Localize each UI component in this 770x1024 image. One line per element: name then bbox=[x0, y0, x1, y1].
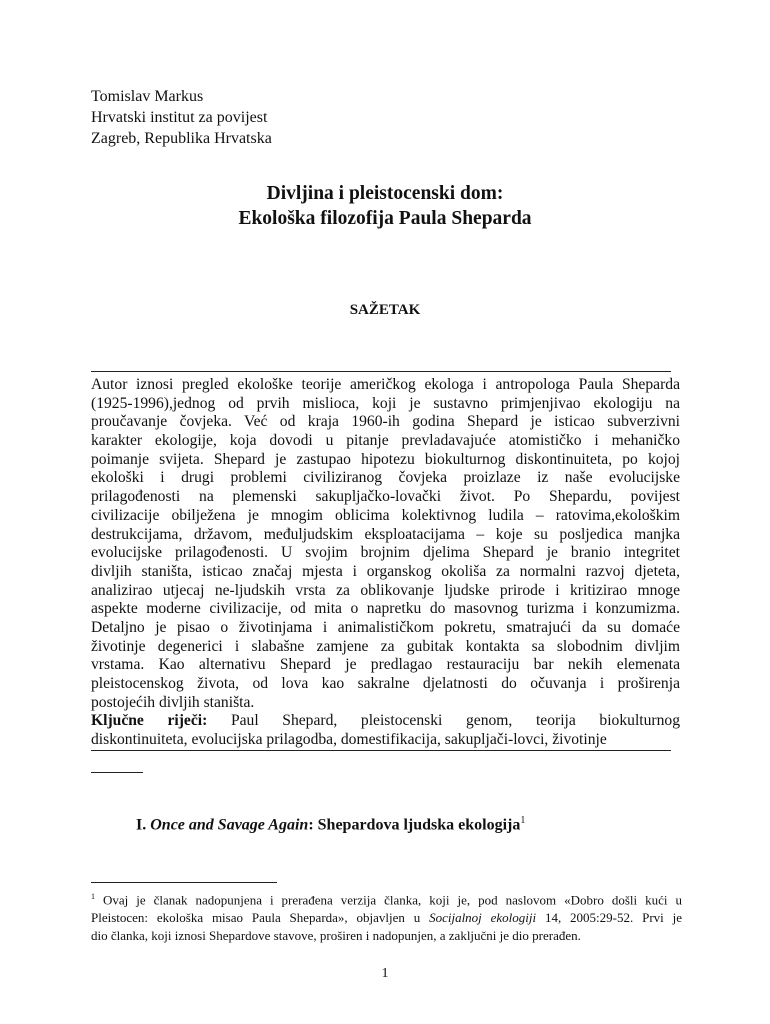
abstract-line: (1925-1996),jednog od prvih mislioca, koji je sustavno primjenjivao ekologiju na bbox=[91, 394, 680, 412]
abstract-top-rule bbox=[91, 371, 671, 372]
abstract-line: Detaljno je pisao o životinjama i animalističkom pokretu, smatrajući da su domaće bbox=[91, 618, 680, 636]
section-title-italic: Once and Savage Again bbox=[150, 816, 309, 834]
footnote-text-1: Ovaj je članak nadopunjena i prerađena verzija članka, koji je, pod naslovom «Dobro došli kući u bbox=[103, 892, 683, 908]
abstract-line: aspekte moderne civilizacije, od mita o napretku do masovnog turizma i konzumizma. bbox=[91, 600, 680, 618]
footnote-text-2a: Pleistocen: ekološka misao Paula Sheparda», objavljen u bbox=[91, 909, 430, 925]
abstract-line: evolucijske prilagođenosti. U svojim brojnim djelima Shepard je branio integritet bbox=[91, 544, 680, 562]
footnote-mark: 1 bbox=[91, 892, 95, 901]
abstract-line: karakter ekologije, koja dovodi u pitanje prevladavajuće atomističko i mehaničko bbox=[91, 432, 680, 450]
abstract-bottom-rule-tail bbox=[91, 772, 143, 773]
abstract-line: životinje degenerici i slabašne zamjene za gubitak kontakta sa slobodnim divljim bbox=[91, 637, 680, 655]
abstract-bottom-rule bbox=[91, 750, 671, 751]
title-line-2: Ekološka filozofija Paula Sheparda bbox=[238, 208, 532, 229]
footnote-separator bbox=[91, 882, 277, 883]
keywords-line-1 bbox=[91, 712, 680, 731]
page-number: 1 bbox=[381, 966, 389, 981]
abstract-line: civilizacije obilježena je mnogim oblicima kolektivnog ludila – ratovima,ekološkim bbox=[91, 506, 680, 524]
abstract-line: proučavanje čovjeka. Već od kraja 1960-ih godina Shepard je isticao subverzivni bbox=[91, 413, 680, 431]
abstract-line: pleistocenskog života, od lova kao sakralne djelatnosti do očuvanja i proširenja bbox=[91, 675, 680, 692]
author-location: Zagreb, Republika Hrvatska bbox=[91, 130, 272, 147]
abstract-line: poimanje svijeta. Shepard je zastupao hipotezu biokulturnog diskontinuiteta, po kojoj bbox=[91, 450, 680, 468]
abstract-body bbox=[91, 376, 680, 750]
footnote-reference[interactable]: 1 bbox=[520, 815, 526, 826]
abstract-line: ekološki i drugi problemi civiliziranog čovjeka proizlaze iz naše evolucijske bbox=[91, 469, 680, 487]
abstract-line: Autor iznosi pregled ekološke teorije američkog ekologa i antropologa Paula Sheparda bbox=[91, 376, 680, 393]
footnote-journal: Socijalnoj ekologiji bbox=[429, 909, 537, 925]
author-block bbox=[91, 86, 272, 149]
abstract-heading: SAŽETAK bbox=[349, 302, 421, 318]
author-institution: Hrvatski institut za povijest bbox=[91, 109, 268, 126]
title-line-1: Divljina i pleistocenski dom: bbox=[266, 183, 504, 204]
abstract-line: postojećih divljih staništa. bbox=[91, 693, 255, 711]
section-title-rest: : Shepardova ljudska ekologija bbox=[308, 816, 521, 834]
footnote-line-1 bbox=[91, 888, 682, 909]
abstract-line: divljih staništa, isticao značaj mjesta i organskog okoliša za normalni razvoj djeteta, bbox=[91, 562, 680, 580]
keywords-label: Ključne riječi: bbox=[91, 712, 208, 730]
abstract-line: vrstama. Kao alternativu Shepard je predlagao restauraciju bar nekih elemenata bbox=[91, 656, 680, 674]
paper-title bbox=[0, 181, 770, 231]
section-number: I. bbox=[136, 816, 147, 834]
abstract-line: destrukcijama, državom, međuljudskim eksploatacijama – koje su posljedica manjka bbox=[91, 525, 680, 543]
footnote-text-2b: 14, 2005:29-52. Prvi je bbox=[536, 909, 682, 925]
abstract-line: analizirao utjecaj ne-ljudskih vrsta za oblikovanje ljudske prirode i kritizirao mnoge bbox=[91, 581, 680, 599]
keywords-line-2: diskontinuiteta, evolucijska prilagodba, domestifikacija, sakupljači-lovci, životinje bbox=[91, 731, 607, 749]
author-name: Tomislav Markus bbox=[91, 88, 204, 105]
footnote bbox=[91, 888, 682, 944]
section-heading bbox=[136, 815, 525, 834]
abstract-line: prilagođenosti na plemenski sakupljačko-lovački život. Po Shepardu, povijest bbox=[91, 488, 680, 506]
keywords-text-1: Paul Shepard, pleistocenski genom, teorija biokulturnog bbox=[230, 712, 680, 730]
footnote-line-3: dio članka, koji iznosi Shepardove stavove, proširen i nadopunjen, a zaključni je dio prerađen. bbox=[91, 927, 581, 943]
footnote-line-2 bbox=[91, 909, 682, 927]
